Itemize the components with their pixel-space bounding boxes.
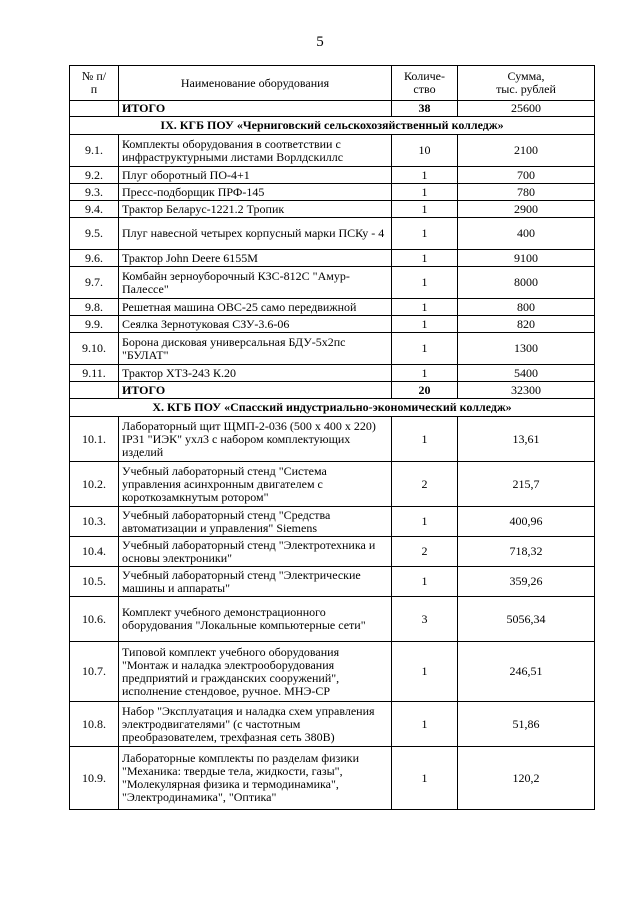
cell-quantity: 1 (392, 507, 458, 537)
cell-number: 10.5. (70, 567, 119, 597)
cell-quantity: 1 (392, 747, 458, 810)
cell-quantity: 1 (392, 316, 458, 333)
cell-sum: 25600 (458, 101, 595, 117)
cell-quantity: 1 (392, 333, 458, 365)
cell-name: Учебный лабораторный стенд "Средства автоматизации и управления" Siemens (119, 507, 392, 537)
table-row (70, 135, 595, 167)
cell-number: 9.9. (70, 316, 119, 333)
cell-sum: 51,86 (458, 702, 595, 747)
cell-sum: 5400 (458, 365, 595, 382)
total-row (70, 101, 595, 117)
cell-quantity: 2 (392, 537, 458, 567)
cell-quantity: 1 (392, 184, 458, 201)
cell-name: Комплекты оборудования в соответствии с инфраструктурными листами Ворлдскиллс (119, 135, 392, 167)
cell-name: Борона дисковая универсальная БДУ-5х2пс "БУЛАТ" (119, 333, 392, 365)
cell-number: 10.7. (70, 642, 119, 702)
cell-quantity: 1 (392, 702, 458, 747)
cell-name: Трактор Беларус-1221.2 Тропик (119, 201, 392, 218)
cell-quantity: 3 (392, 597, 458, 642)
cell-name: Плуг оборотный ПО-4+1 (119, 167, 392, 184)
table-row (70, 702, 595, 747)
cell-quantity: 1 (392, 365, 458, 382)
cell-number: 9.8. (70, 299, 119, 316)
table-row (70, 267, 595, 299)
cell-number: 9.6. (70, 250, 119, 267)
cell-sum: 120,2 (458, 747, 595, 810)
table-row (70, 316, 595, 333)
cell-name: ИТОГО (119, 382, 392, 399)
cell-sum: 13,61 (458, 417, 595, 462)
cell-number: 9.7. (70, 267, 119, 299)
cell-number: 9.5. (70, 218, 119, 250)
cell-sum: 32300 (458, 382, 595, 399)
cell-number: 10.9. (70, 747, 119, 810)
cell-name: Комплект учебного демонстрационного оборудования "Локальные компьютерные сети" (119, 597, 392, 642)
cell-number: 9.4. (70, 201, 119, 218)
table-row (70, 462, 595, 507)
cell-name: Учебный лабораторный стенд "Электрические машины и аппараты" (119, 567, 392, 597)
cell-quantity: 1 (392, 267, 458, 299)
table-header-row (70, 66, 595, 101)
cell-number: 9.3. (70, 184, 119, 201)
table-row (70, 184, 595, 201)
cell-quantity: 38 (392, 101, 458, 117)
cell-number: 9.10. (70, 333, 119, 365)
header-name: Наименование оборудования (119, 66, 392, 101)
cell-name: Учебный лабораторный стенд "Электротехника и основы электроники" (119, 537, 392, 567)
table-body (70, 101, 595, 810)
cell-number: 9.1. (70, 135, 119, 167)
cell-sum: 800 (458, 299, 595, 316)
cell-name: Сеялка Зернотуковая СЗУ-3.6-06 (119, 316, 392, 333)
total-row (70, 382, 595, 399)
cell-quantity: 10 (392, 135, 458, 167)
cell-number: 10.2. (70, 462, 119, 507)
table-row (70, 299, 595, 316)
cell-number: 10.1. (70, 417, 119, 462)
cell-name: Трактор ХТЗ-243 К.20 (119, 365, 392, 382)
cell-quantity: 1 (392, 299, 458, 316)
cell-sum: 700 (458, 167, 595, 184)
cell-name: Учебный лабораторный стенд "Система управления асинхронным двигателем с короткозамкнутым ротором" (119, 462, 392, 507)
cell-name: Решетная машина ОВС-25 само передвижной (119, 299, 392, 316)
table-row (70, 597, 595, 642)
cell-sum: 359,26 (458, 567, 595, 597)
table-row (70, 250, 595, 267)
cell-sum: 8000 (458, 267, 595, 299)
cell-number: 10.3. (70, 507, 119, 537)
cell-quantity: 1 (392, 567, 458, 597)
header-number: № п/ п (70, 66, 119, 101)
cell-number: 9.2. (70, 167, 119, 184)
table-row (70, 417, 595, 462)
cell-sum: 9100 (458, 250, 595, 267)
cell-name: Плуг навесной четырех корпусный марки ПСКу - 4 (119, 218, 392, 250)
cell-sum: 1300 (458, 333, 595, 365)
cell-sum: 5056,34 (458, 597, 595, 642)
cell-name: Лабораторный щит ЩМП-2-036 (500 х 400 х 220) IP31 "ИЭК" ухл3 с набором комплектующих изделий (119, 417, 392, 462)
cell-name: ИТОГО (119, 101, 392, 117)
section-row (70, 117, 595, 135)
header-quantity: Количе- ство (392, 66, 458, 101)
section-title: X. КГБ ПОУ «Спасский индустриально-экономический колледж» (70, 399, 595, 417)
cell-quantity: 20 (392, 382, 458, 399)
table-row (70, 218, 595, 250)
cell-quantity: 1 (392, 417, 458, 462)
cell-name: Пресс-подборщик ПРФ-145 (119, 184, 392, 201)
table-row (70, 201, 595, 218)
cell-sum: 246,51 (458, 642, 595, 702)
table-row (70, 747, 595, 810)
table-row (70, 365, 595, 382)
cell-name: Лабораторные комплекты по разделам физики "Механика: твердые тела, жидкости, газы", "Молекулярная физика и термодинамика", "Электродинамика", "Оптика" (119, 747, 392, 810)
table-row (70, 567, 595, 597)
cell-quantity: 1 (392, 642, 458, 702)
cell-number (70, 382, 119, 399)
cell-quantity: 1 (392, 250, 458, 267)
cell-name: Комбайн зерноуборочный КЗС-812С "Амур-Палессе" (119, 267, 392, 299)
equipment-table (69, 65, 595, 810)
cell-sum: 400 (458, 218, 595, 250)
table-row (70, 507, 595, 537)
cell-number: 10.8. (70, 702, 119, 747)
cell-sum: 780 (458, 184, 595, 201)
cell-quantity: 2 (392, 462, 458, 507)
section-title: IX. КГБ ПОУ «Черниговский сельскохозяйственный колледж» (70, 117, 595, 135)
cell-name: Трактор John Deere 6155M (119, 250, 392, 267)
cell-name: Типовой комплект учебного оборудования "Монтаж и наладка электрооборудования предприятий и гражданских сооружений", исполнение стендовое, ручное. МНЭ-СР (119, 642, 392, 702)
cell-quantity: 1 (392, 218, 458, 250)
table-row (70, 167, 595, 184)
cell-sum: 215,7 (458, 462, 595, 507)
cell-sum: 400,96 (458, 507, 595, 537)
cell-name: Набор "Эксплуатация и наладка схем управления электродвигателями" (с частотным преобразователем, трехфазная сеть 380В) (119, 702, 392, 747)
table-row (70, 333, 595, 365)
cell-sum: 820 (458, 316, 595, 333)
table-row (70, 537, 595, 567)
cell-number: 10.4. (70, 537, 119, 567)
cell-number: 10.6. (70, 597, 119, 642)
cell-number: 9.11. (70, 365, 119, 382)
cell-quantity: 1 (392, 201, 458, 218)
cell-quantity: 1 (392, 167, 458, 184)
cell-sum: 2100 (458, 135, 595, 167)
table-row (70, 642, 595, 702)
page-number: 5 (316, 34, 324, 50)
section-row (70, 399, 595, 417)
cell-sum: 718,32 (458, 537, 595, 567)
cell-sum: 2900 (458, 201, 595, 218)
cell-number (70, 101, 119, 117)
header-sum: Сумма, тыс. рублей (458, 66, 595, 101)
